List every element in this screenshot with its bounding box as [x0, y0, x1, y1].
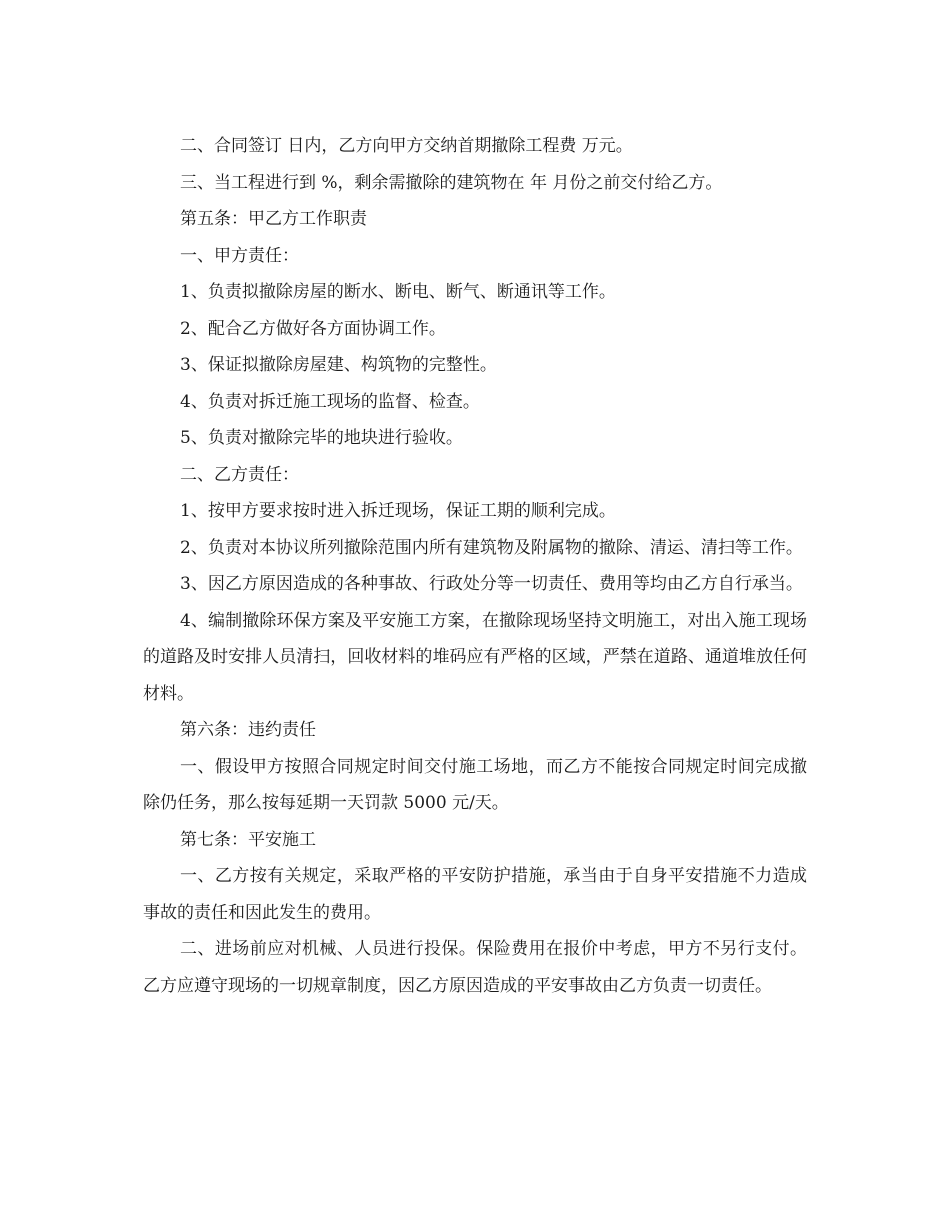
list-item-b-4: 4、编制撤除环保方案及平安施工方案，在撤除现场坚持文明施工，对出入施工现场的道路及时安排人员清扫，回收材料的堆码应有严格的区域，严禁在道路、通道堆放任何材料。: [143, 610, 807, 704]
paragraph-safety-2: 二、进场前应对机械、人员进行投保。保险费用在报价中考虑，甲方不另行支付。乙方应遵守现场的一切规章制度，因乙方原因造成的平安事故由乙方负责一切责任。: [143, 939, 807, 996]
subheading-party-a-duties: 一、甲方责任：: [180, 245, 299, 266]
section-heading-article-6: 第六条：违约责任: [180, 720, 316, 740]
list-item-a-5: 5、负责对撤除完毕的地块进行验收。: [180, 428, 463, 448]
list-item-b-3: 3、因乙方原因造成的各种事故、行政处分等一切责任、费用等均由乙方自行承当。: [180, 574, 803, 594]
list-item-a-2: 2、配合乙方做好各方面协调工作。: [180, 318, 446, 339]
paragraph-breach-1: 一、假设甲方按照合同规定时间交付施工场地，而乙方不能按合同规定时间完成撤除仍任务，那么按每延期一天罚款 5000 元/天。: [143, 756, 807, 813]
paragraph-payment-progress: 三、当工程进行到 %，剩余需撤除的建筑物在 年 月份之前交付给乙方。: [180, 172, 723, 193]
list-item-a-4: 4、负责对拆迁施工现场的监督、检查。: [180, 391, 480, 412]
document-body: [143, 128, 807, 1004]
section-heading-article-5: 第五条：甲乙方工作职责: [180, 209, 367, 229]
paragraph-payment-first: 二、合同签订 日内，乙方向甲方交纳首期撤除工程费 万元。: [180, 136, 633, 156]
paragraph-safety-1: 一、乙方按有关规定，采取严格的平安防护措施，承当由于自身平安措施不力造成事故的责任和因此发生的费用。: [143, 866, 807, 923]
subheading-party-b-duties: 二、乙方责任：: [180, 464, 299, 485]
list-item-b-1: 1、按甲方要求按时进入拆迁现场，保证工期的顺利完成。: [180, 501, 616, 521]
list-item-b-2: 2、负责对本协议所列撤除范围内所有建筑物及附属物的撤除、清运、清扫等工作。: [180, 537, 803, 558]
section-heading-article-7: 第七条：平安施工: [180, 829, 316, 850]
list-item-a-3: 3、保证拟撤除房屋建、构筑物的完整性。: [180, 355, 497, 375]
list-item-a-1: 1、负责拟撤除房屋的断水、断电、断气、断通讯等工作。: [180, 282, 616, 302]
